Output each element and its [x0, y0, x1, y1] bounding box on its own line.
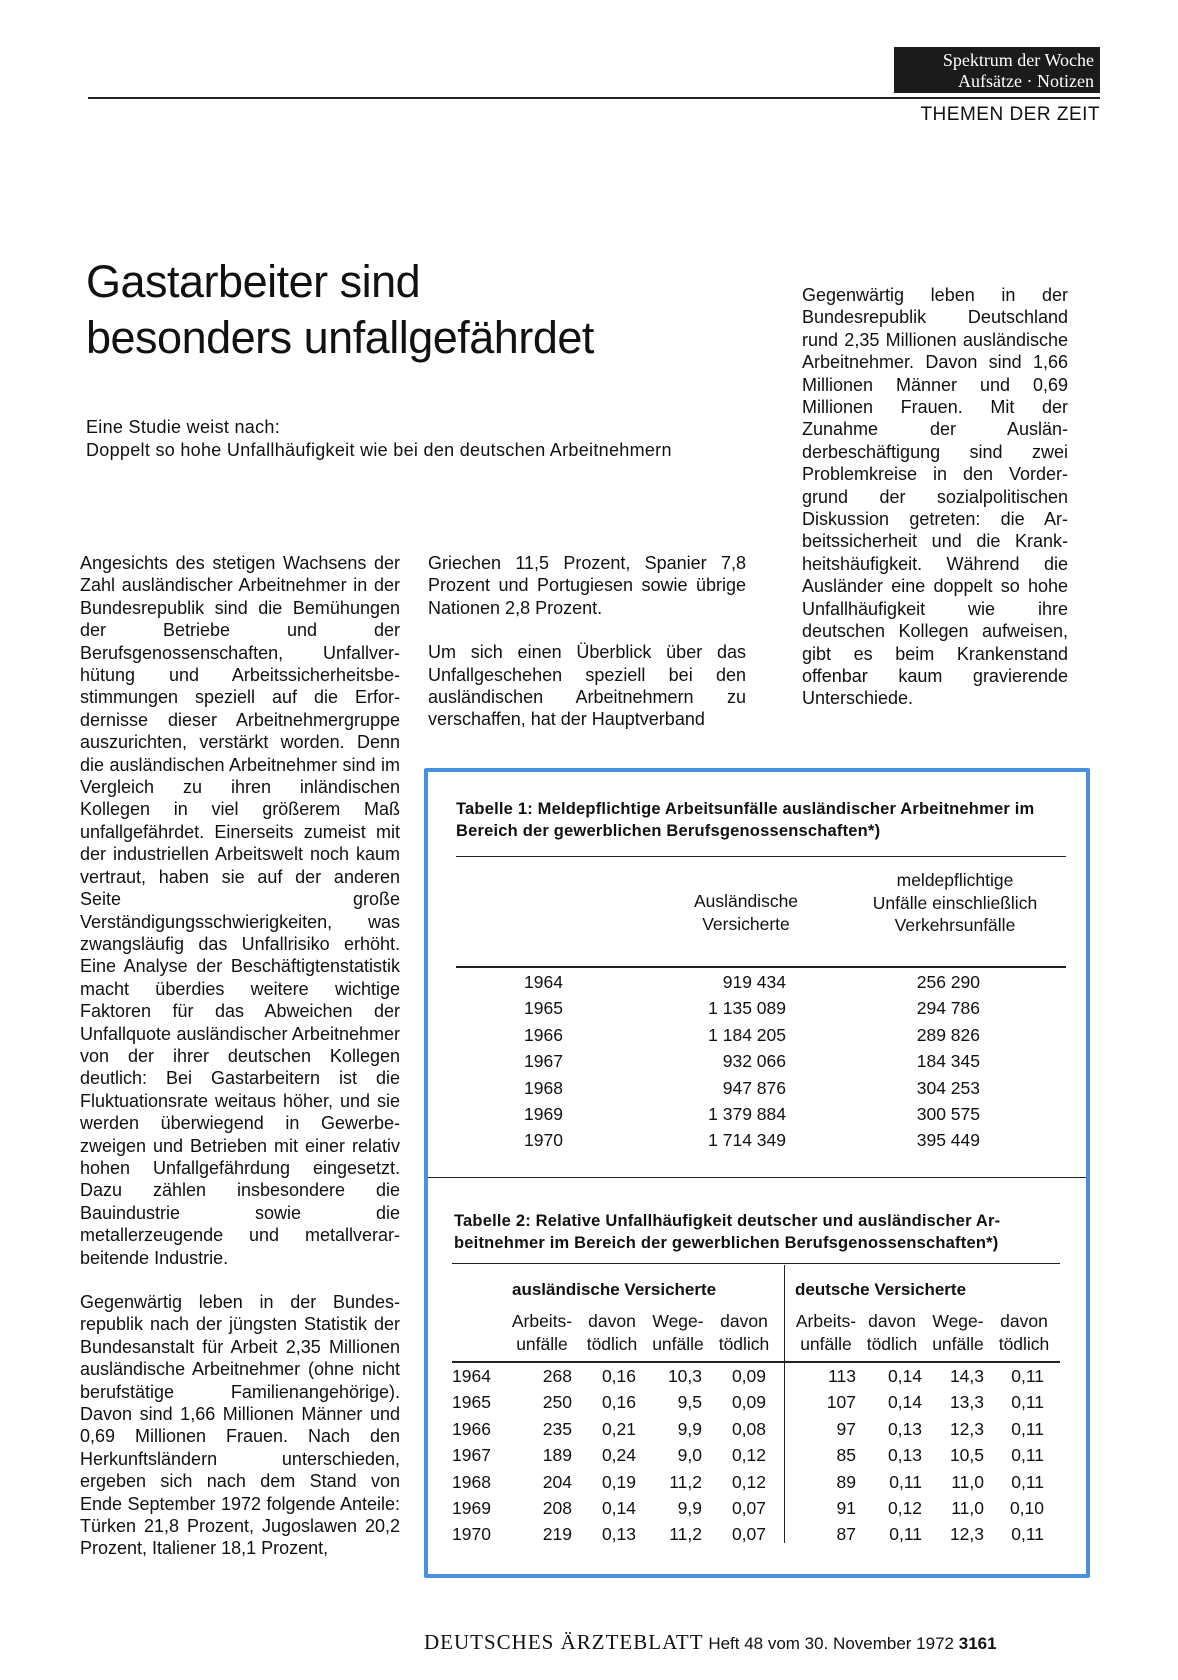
table-cell-g-way: 13,3 — [949, 1392, 984, 1413]
table-cell-f-work: 268 — [542, 1366, 572, 1386]
table-cell-g-way-dead: 0,10 — [1009, 1498, 1044, 1518]
table-cell-f-work: 235 — [542, 1418, 572, 1439]
title-line-2: besonders unfallgefährdet — [86, 312, 594, 363]
paragraph: Griechen 11,5 Prozent, Spanier 7,8 Prozent und Portugiesen sowie übrige Nationen 2,8 Prozent. — [428, 553, 746, 618]
table2-header-way-dead-de — [992, 1310, 1056, 1355]
table2-rule — [452, 1263, 1060, 1264]
table-cell-year: 1964 — [452, 1366, 491, 1386]
table-row — [452, 1445, 1064, 1471]
section-badge — [894, 47, 1100, 93]
table-cell-f-way: 9,9 — [677, 1418, 702, 1439]
table-cell-g-work-dead: 0,12 — [887, 1498, 922, 1518]
table-cell-year: 1966 — [452, 1418, 491, 1439]
table-cell-g-work-dead: 0,13 — [887, 1445, 922, 1466]
table1-rule — [456, 856, 1066, 857]
header-line: davon — [1000, 1311, 1048, 1331]
table-cell-g-way: 10,5 — [949, 1445, 984, 1466]
table-cell-f-work-dead: 0,16 — [601, 1366, 636, 1386]
page-number: 3161 — [958, 1634, 997, 1653]
table-cell-year: 1970 — [452, 1524, 491, 1545]
paragraph: Angesichts des stetigen Wachsens der Zahl ausländischer Arbeitnehmer in der Bundesrepublik sind die Bemühungen der Betriebe und der Berufsgenossenschaften, Unfallverhütung und Arbeitssicherheitsbestimmungen speziell auf die Erfordernisse dieser Arbeitnehmergruppe auszurichten, verstärkt worden. Denn die ausländischen Arbeitnehmer sind im Vergleich zu ihren inländischen Kollegen in viel größerem Maß unfallgefährdet. Einerseits zumeist mit der industriellen Arbeitswelt noch kaum vertraut, haben sie auf der anderen Seite große Verständigungsschwierigkeiten, was zwangsläufig das Unfallrisiko erhöht. Eine Analyse der Beschäftigtenstatistik macht überdies weitere wichtige Faktoren für das Abweichen der Unfallquote ausländischer Arbeitnehmer von der ihrer deutschen Kollegen deutlich: Bei Gastarbeitern ist die Fluktuationsrate weitaus höher, und sie werden überwiegend in Gewerbezweigen und Betrieben mit einer relativ hohen Unfallgefährdung eingesetzt. Dazu zählen insbesondere die Bauindustrie sowie die metallerzeugende und metallverarbeitende Industrie. — [80, 553, 400, 1268]
table-cell-g-work-dead: 0,13 — [887, 1418, 922, 1439]
page-footer — [424, 1630, 997, 1655]
journal-masthead: DEUTSCHES ÄRZTEBLATT — [424, 1630, 704, 1654]
body-column-1 — [80, 552, 400, 1560]
table-cell-f-work-dead: 0,13 — [601, 1524, 636, 1545]
table-row — [452, 1524, 1064, 1550]
table2-caption: Tabelle 2: Relative Unfallhäufigkeit deutscher und ausländischer Arbeitnehmer im Bereich der gewerblichen Berufsgenossenschaften*) — [454, 1212, 1001, 1252]
table-cell-g-work: 85 — [836, 1445, 856, 1466]
table-cell-accidents: 184 345 — [916, 1051, 980, 1072]
table-cell-g-way-dead: 0,11 — [1011, 1392, 1044, 1413]
table-cell-f-way: 9,5 — [677, 1392, 702, 1413]
table2-rule — [452, 1361, 1060, 1363]
table-cell-year: 1966 — [524, 1024, 563, 1045]
table-cell-g-way: 12,3 — [949, 1524, 984, 1545]
table-row — [456, 1104, 1066, 1130]
sidebar-summary — [802, 284, 1068, 710]
table-cell-g-way: 11,0 — [951, 1471, 984, 1492]
table-cell-g-work-dead: 0,14 — [887, 1392, 922, 1413]
table-row — [456, 1025, 1066, 1051]
table-cell-year: 1970 — [524, 1130, 563, 1151]
header-line: tödlich — [998, 1333, 1050, 1354]
table1-header-insured: Ausländische Versicherte — [693, 891, 799, 934]
table-divider — [428, 1177, 1086, 1178]
table-cell-year: 1964 — [524, 972, 563, 992]
table-cell-f-work: 219 — [542, 1524, 572, 1545]
table-cell-year: 1969 — [524, 1104, 563, 1124]
header-line: tödlich — [866, 1333, 918, 1354]
badge-line-1: Spektrum der Woche — [942, 50, 1094, 70]
header-line: davon — [588, 1311, 636, 1331]
table-cell-g-work-dead: 0,11 — [889, 1524, 922, 1545]
header-line: Wege- — [932, 1311, 984, 1331]
table2-group-german: deutsche Versicherte — [795, 1280, 967, 1299]
table-row — [452, 1366, 1064, 1392]
header-line: davon — [720, 1311, 768, 1331]
table1-rule — [456, 966, 1066, 968]
table-cell-year: 1968 — [452, 1471, 491, 1492]
table-cell-year: 1967 — [524, 1051, 563, 1072]
badge-line-2: Aufsätze · Notizen — [958, 71, 1094, 91]
table-cell-g-way: 12,3 — [949, 1418, 984, 1439]
table-row — [452, 1472, 1064, 1498]
table2-group-foreign: ausländische Versicherte — [512, 1280, 717, 1299]
table-cell-f-work-dead: 0,16 — [601, 1392, 636, 1413]
header-line: tödlich — [586, 1333, 638, 1354]
table-cell-f-way-dead: 0,09 — [731, 1392, 766, 1413]
table-cell-f-way-dead: 0,09 — [731, 1366, 766, 1386]
paragraph: Gegenwärtig leben in der Bundesrepublik Deutschland rund 2,35 Millionen ausländische Arbeitnehmer. Davon sind 1,66 Millionen Männer und 0,69 Millionen Frauen. Mit der Zunahme der Ausländerbeschäftigung sind zwei Problemkreise in den Vordergrund der sozialpolitischen Diskussion getreten: die Arbeitssicherheit und die Krankheitshäufigkeit. Während die Ausländer eine doppelt so hohe Unfallhäufigkeit wie ihre deutschen Kollegen aufweisen, gibt es beim Krankenstand offenbar kaum gravierende Unterschiede. — [802, 285, 1068, 709]
table-cell-f-way: 11,2 — [669, 1524, 702, 1545]
table-row — [452, 1419, 1064, 1445]
table-cell-f-work-dead: 0,21 — [601, 1418, 636, 1439]
table-cell-year: 1965 — [452, 1392, 491, 1413]
table-cell-f-way-dead: 0,12 — [731, 1471, 766, 1492]
table-row — [452, 1498, 1064, 1524]
table-cell-f-way: 9,9 — [677, 1498, 702, 1518]
header-line: Arbeits- — [795, 1311, 857, 1331]
header-line: unfälle — [800, 1333, 852, 1354]
header-line: unfälle — [516, 1333, 568, 1354]
table-cell-accidents: 304 253 — [916, 1077, 980, 1098]
header-line: unfälle — [652, 1333, 704, 1354]
table-cell-g-way-dead: 0,11 — [1011, 1445, 1044, 1466]
table-cell-f-way-dead: 0,07 — [731, 1524, 766, 1545]
table-row — [456, 1130, 1066, 1156]
table-cell-f-work: 189 — [542, 1445, 572, 1466]
subtitle-line-2: Doppelt so hohe Unfallhäufigkeit wie bei den deutschen Arbeitnehmern — [86, 440, 672, 460]
table2-header-work-dead-de — [860, 1310, 924, 1355]
table-row — [452, 1392, 1064, 1418]
table-cell-g-way-dead: 0,11 — [1011, 1524, 1044, 1545]
header-line: davon — [868, 1311, 916, 1331]
table-row — [456, 1051, 1066, 1077]
body-column-2 — [428, 552, 746, 731]
table1-caption: Tabelle 1: Meldepflichtige Arbeitsunfälle ausländischer Arbeitnehmer im Bereich der gewerblichen Berufsgenossenschaften*) — [456, 800, 1035, 840]
header-line: Wege- — [652, 1311, 704, 1331]
table-row — [456, 1078, 1066, 1104]
table-cell-year: 1969 — [452, 1498, 491, 1518]
table-cell-f-way-dead: 0,08 — [731, 1418, 766, 1439]
table-cell-year: 1968 — [524, 1077, 563, 1098]
issue-info: Heft 48 vom 30. November 1972 — [708, 1634, 954, 1653]
table-cell-year: 1967 — [452, 1445, 491, 1466]
table-cell-accidents: 289 826 — [916, 1024, 980, 1045]
subtitle-line-1: Eine Studie weist nach: — [86, 417, 281, 437]
table-cell-accidents: 395 449 — [916, 1130, 980, 1151]
table-cell-g-work: 89 — [836, 1471, 856, 1492]
table-cell-f-work-dead: 0,19 — [601, 1471, 636, 1492]
table-cell-g-work: 107 — [826, 1392, 856, 1413]
table-row — [456, 972, 1066, 998]
table-cell-insured: 1 379 884 — [708, 1104, 786, 1124]
table-cell-accidents: 256 290 — [916, 972, 980, 992]
table-cell-f-work-dead: 0,14 — [601, 1498, 636, 1518]
table-cell-g-work-dead: 0,11 — [889, 1471, 922, 1492]
header-rule — [88, 97, 1100, 99]
table-cell-insured: 919 434 — [722, 972, 786, 992]
table-cell-f-work: 204 — [542, 1471, 572, 1492]
table-cell-g-way-dead: 0,11 — [1011, 1418, 1044, 1439]
table-cell-insured: 1 184 205 — [708, 1024, 786, 1045]
paragraph: Gegenwärtig leben in der Bundesrepublik nach der jüngsten Statistik der Bundesanstalt für Arbeit 2,35 Millionen ausländische Arbeitnehmer (ohne nicht berufstätige Familienangehörige). Davon sind 1,66 Millionen Männer und 0,69 Millionen Frauen. Nach den Herkunftsländern unterschieden, ergeben sich nach dem Stand von Ende September 1972 folgende Anteile: Türken 21,8 Prozent, Jugoslawen 20,2 Prozent, Italiener 18,1 Prozent, — [80, 1292, 400, 1559]
table-cell-f-work-dead: 0,24 — [601, 1445, 636, 1466]
header-line: Arbeits- — [511, 1311, 573, 1331]
table-cell-insured: 1 714 349 — [708, 1130, 786, 1151]
table-cell-insured: 932 066 — [722, 1051, 786, 1072]
table-cell-accidents: 300 575 — [916, 1104, 980, 1124]
table-cell-g-work-dead: 0,14 — [887, 1366, 922, 1386]
table-row — [456, 998, 1066, 1024]
article-subtitle — [86, 416, 766, 462]
table2-header-work-dead — [580, 1310, 644, 1355]
table-cell-g-work: 87 — [836, 1524, 856, 1545]
table-cell-g-work: 97 — [836, 1418, 856, 1439]
table-cell-g-way-dead: 0,11 — [1011, 1471, 1044, 1492]
table2-header-work — [508, 1310, 576, 1355]
paragraph: Um sich einen Überblick über das Unfallgeschehen speziell bei den ausländischen Arbeitnehmern zu verschaffen, hat der Hauptverband — [428, 642, 746, 730]
table2-header-way-dead — [712, 1310, 776, 1355]
table-cell-year: 1965 — [524, 998, 563, 1019]
table-cell-g-work: 91 — [836, 1498, 856, 1518]
header-line: unfälle — [932, 1333, 984, 1354]
table-cell-f-way: 11,2 — [669, 1471, 702, 1492]
article-title — [86, 254, 706, 366]
table1-header-accidents: meldepflichtige Unfälle einschließlich Verkehrsunfälle — [872, 870, 1038, 935]
table-cell-f-way: 9,0 — [677, 1445, 702, 1466]
table-cell-g-way: 14,3 — [949, 1366, 984, 1386]
table2-header-work-de — [792, 1310, 860, 1355]
table-cell-insured: 1 135 089 — [708, 998, 786, 1019]
section-topic: THEMEN DER ZEIT — [920, 104, 1100, 125]
table-cell-g-way: 11,0 — [951, 1498, 984, 1518]
table-cell-g-way-dead: 0,11 — [1011, 1366, 1044, 1386]
table-cell-accidents: 294 786 — [916, 998, 980, 1019]
table-cell-g-work: 113 — [828, 1366, 856, 1386]
table2-header-way — [644, 1310, 712, 1355]
table-cell-f-work: 208 — [542, 1498, 572, 1518]
table-cell-f-way-dead: 0,07 — [731, 1498, 766, 1518]
header-line: tödlich — [718, 1333, 770, 1354]
table-cell-f-way-dead: 0,12 — [731, 1445, 766, 1466]
table2-header-way-de — [924, 1310, 992, 1355]
table-cell-f-work: 250 — [542, 1392, 572, 1413]
title-line-1: Gastarbeiter sind — [86, 256, 421, 307]
table-cell-f-way: 10,3 — [667, 1366, 702, 1386]
table-cell-insured: 947 876 — [722, 1077, 786, 1098]
